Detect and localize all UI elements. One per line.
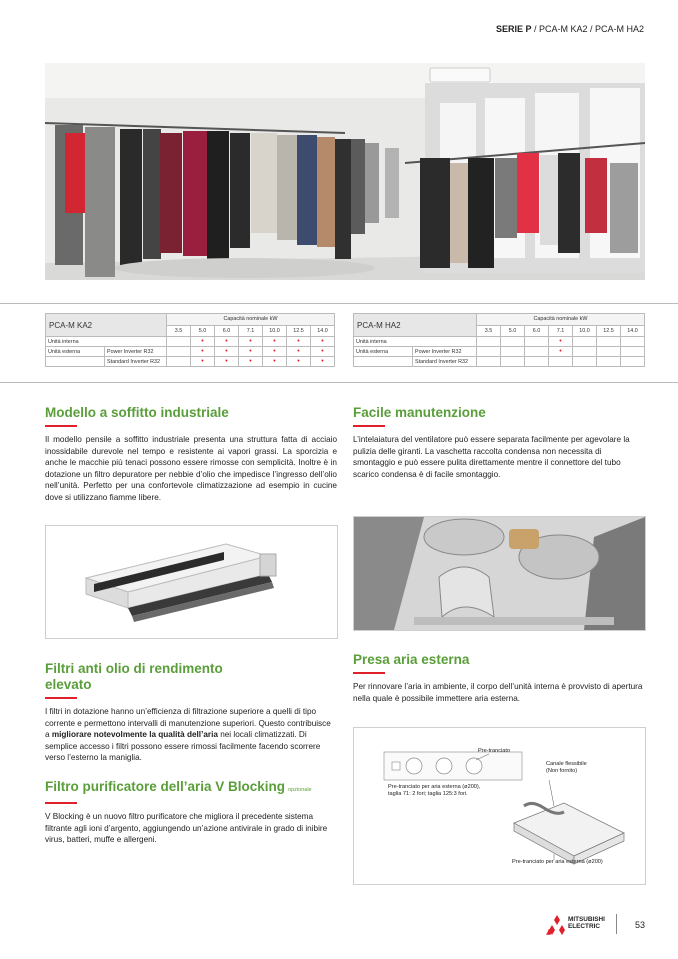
availability-cell (549, 357, 573, 367)
availability-cell (239, 337, 263, 347)
title-underline (45, 425, 77, 427)
divider-bottom (0, 382, 678, 383)
row-label (354, 357, 413, 367)
ka2-rows (46, 337, 335, 367)
table-cap-header: Capacità nominale kW (167, 314, 335, 326)
availability-cell (311, 357, 335, 367)
availability-cell (573, 347, 597, 357)
availability-cell (263, 357, 287, 367)
availability-cell (167, 337, 191, 347)
cap-value: 6.0 (215, 325, 239, 337)
section-title (45, 779, 337, 798)
availability-cell (525, 337, 549, 347)
ha2-rows (354, 337, 645, 367)
availability-dot: • (297, 338, 300, 345)
availability-cell (501, 337, 525, 347)
title-underline (353, 425, 385, 427)
section-modello (45, 405, 337, 503)
cap-value: 10.0 (573, 325, 597, 337)
cap-value: 12.5 (597, 325, 621, 337)
availability-cell (287, 357, 311, 367)
row-label: Unità interna (46, 337, 167, 347)
product-image-ceiling-unit (45, 525, 338, 639)
table-row (46, 347, 335, 357)
table-row (354, 357, 645, 367)
series-header (496, 24, 644, 34)
row-sublabel: Standard Inverter R32 (413, 357, 477, 367)
section-filtri (45, 661, 337, 764)
cap-value: 12.5 (287, 325, 311, 337)
availability-cell (191, 347, 215, 357)
availability-dot: • (249, 358, 252, 365)
cap-value: 7.1 (549, 325, 573, 337)
diamond-logo-icon (546, 915, 568, 935)
fan-assembly-illustration (354, 517, 645, 630)
availability-dot: • (201, 338, 204, 345)
availability-cell (311, 337, 335, 347)
section-presa (353, 652, 645, 704)
availability-cell (549, 337, 573, 347)
row-sublabel: Power Inverter R32 (413, 347, 477, 357)
section-title: Modello a soffitto industriale (45, 405, 229, 420)
footer-divider (616, 914, 617, 934)
text-part: nei locali climatizzati. Di semplice accesso i filtri possono essere rimossi facilmente facendo scorrere verso l’esterno la maniglia. (45, 730, 321, 762)
series-models: / PCA-M KA2 / PCA-M HA2 (531, 24, 644, 34)
section-title-line1: Filtri anti olio di rendimento (45, 661, 223, 676)
availability-cell (621, 357, 645, 367)
availability-dot: • (201, 358, 204, 365)
label-bottom: Pre-tranciato per aria esterna (ø200) (512, 859, 603, 865)
availability-cell (263, 337, 287, 347)
availability-dot: • (297, 358, 300, 365)
table-row (46, 337, 335, 347)
availability-cell (597, 347, 621, 357)
product-image-fan-assembly (353, 516, 646, 631)
availability-cell (477, 337, 501, 347)
availability-cell (621, 337, 645, 347)
spec-table-ha2 (353, 313, 645, 367)
row-label (46, 357, 105, 367)
store-interior-illustration (45, 63, 645, 280)
availability-dot: • (249, 348, 252, 355)
label-canale-1: Canale flessibile (546, 761, 587, 767)
row-label: Unità interna (354, 337, 477, 347)
optional-tag: opzionale (288, 787, 312, 793)
label-canale-2: (Non fornito) (546, 768, 578, 774)
availability-cell (191, 337, 215, 347)
brand-line-1: MITSUBISHI (568, 916, 605, 923)
brand-line-2: ELECTRIC (568, 923, 600, 930)
section-vblocking (45, 779, 337, 846)
availability-cell (501, 347, 525, 357)
availability-cell (525, 347, 549, 357)
availability-cell (263, 347, 287, 357)
cap-value: 7.1 (239, 325, 263, 337)
availability-cell (167, 347, 191, 357)
availability-cell (191, 357, 215, 367)
text-bold: migliorare notevolmente la qualità dell’aria (51, 730, 218, 739)
availability-cell (525, 357, 549, 367)
availability-dot: • (559, 338, 562, 345)
row-sublabel: Power Inverter R32 (105, 347, 167, 357)
availability-cell (215, 357, 239, 367)
cap-value: 3.5 (477, 325, 501, 337)
cap-value: 5.0 (501, 325, 525, 337)
availability-dot: • (225, 358, 228, 365)
availability-dot: • (273, 358, 276, 365)
availability-dot: • (321, 338, 324, 345)
hero-photo (45, 63, 645, 280)
cap-value: 6.0 (525, 325, 549, 337)
row-label: Unità esterna (354, 347, 413, 357)
table-model-name: PCA-M KA2 (46, 314, 167, 337)
availability-dot: • (321, 358, 324, 365)
label-pretranciato: Pre-tranciato (478, 748, 511, 754)
section-title: Presa aria esterna (353, 652, 470, 667)
fresh-air-diagram (353, 727, 646, 885)
availability-cell (477, 347, 501, 357)
label-pretranciato-detail-2: taglia 71: 2 fori; taglia 125:3 fori. (388, 791, 468, 797)
section-manutenzione (353, 405, 645, 480)
table-cap-header: Capacità nominale kW (477, 314, 645, 326)
row-sublabel: Standard Inverter R32 (105, 357, 167, 367)
availability-cell (167, 357, 191, 367)
table-row (354, 337, 645, 347)
availability-cell (501, 357, 525, 367)
availability-dot: • (273, 338, 276, 345)
availability-cell (477, 357, 501, 367)
row-label: Unità esterna (46, 347, 105, 357)
section-text: Il modello pensile a soffitto industriale presenta una struttura fatta di acciaio inossidabile durevole nel tempo e resistente ai vapori grassi. La sporcizia e anche le macchie più tenaci possono essere rimosse con semplicità. Inoltre è in dotazione un filtro depuratore per nebbie d’olio che impedisce l’ingresso dell’olio nell’unità. Perfetto per una confortevole climatizzazione ad esempio in cucine dove si utilizzano fiamme libere. (45, 435, 337, 502)
table-row (354, 347, 645, 357)
availability-dot: • (321, 348, 324, 355)
availability-cell (215, 337, 239, 347)
availability-cell (573, 357, 597, 367)
series-bold: SERIE P (495, 24, 532, 34)
text-part: I filtri in dotazione hanno un’efficienza di filtrazione superiore a quelli di tipo corrente e permettono intervalli di manutenzione superiori. Questo contribuisce a (45, 707, 331, 739)
availability-cell (621, 347, 645, 357)
availability-cell (239, 347, 263, 357)
availability-cell (597, 357, 621, 367)
availability-cell (549, 347, 573, 357)
title-underline (45, 697, 77, 699)
title-text: Filtro purificatore dell’aria V Blocking (45, 779, 286, 794)
table-row (46, 357, 335, 367)
ceiling-unit-illustration (46, 526, 337, 638)
label-pretranciato-detail-1: Pre-tranciato per aria esterna (ø200), (388, 784, 481, 790)
cap-value: 14.0 (621, 325, 645, 337)
section-title: Facile manutenzione (353, 405, 486, 420)
availability-dot: • (225, 348, 228, 355)
availability-cell (215, 347, 239, 357)
cap-value: 14.0 (311, 325, 335, 337)
availability-cell (311, 347, 335, 357)
table-model-name: PCA-M HA2 (354, 314, 477, 337)
cap-value: 10.0 (263, 325, 287, 337)
section-text (45, 706, 337, 764)
spec-table-ka2 (45, 313, 335, 367)
availability-cell (597, 337, 621, 347)
availability-dot: • (559, 348, 562, 355)
cap-value: 3.5 (167, 325, 191, 337)
availability-dot: • (297, 348, 300, 355)
availability-dot: • (273, 348, 276, 355)
divider-top (0, 303, 678, 304)
availability-dot: • (225, 338, 228, 345)
cap-value: 5.0 (191, 325, 215, 337)
section-text: L’intelaiatura del ventilatore può essere separata facilmente per agevolare la pulizia delle giranti. La vaschetta raccolta condensa non necessita di smontaggio e può essere pulita direttamente mentre il connettore del tubo scarico condensa è di facile smontaggio. (353, 435, 630, 479)
section-title-line2: elevato (45, 677, 92, 692)
availability-cell (239, 357, 263, 367)
availability-dot: • (201, 348, 204, 355)
title-underline (45, 802, 77, 804)
section-text: V Blocking è un nuovo filtro purificatore che migliora il precedente sistema filtrante agli ioni d’argento, aggiungendo un’azione antivirale in grado di inibire virus, batteri, muffe e allergeni. (45, 812, 328, 844)
availability-dot: • (249, 338, 252, 345)
title-underline (353, 672, 385, 674)
page-number: 53 (635, 920, 646, 930)
availability-cell (287, 337, 311, 347)
section-text: Per rinnovare l’aria in ambiente, il corpo dell’unità interna è provvisto di apertura nella quale è possibile immettere aria esterna. (353, 682, 643, 703)
availability-cell (573, 337, 597, 347)
availability-cell (287, 347, 311, 357)
